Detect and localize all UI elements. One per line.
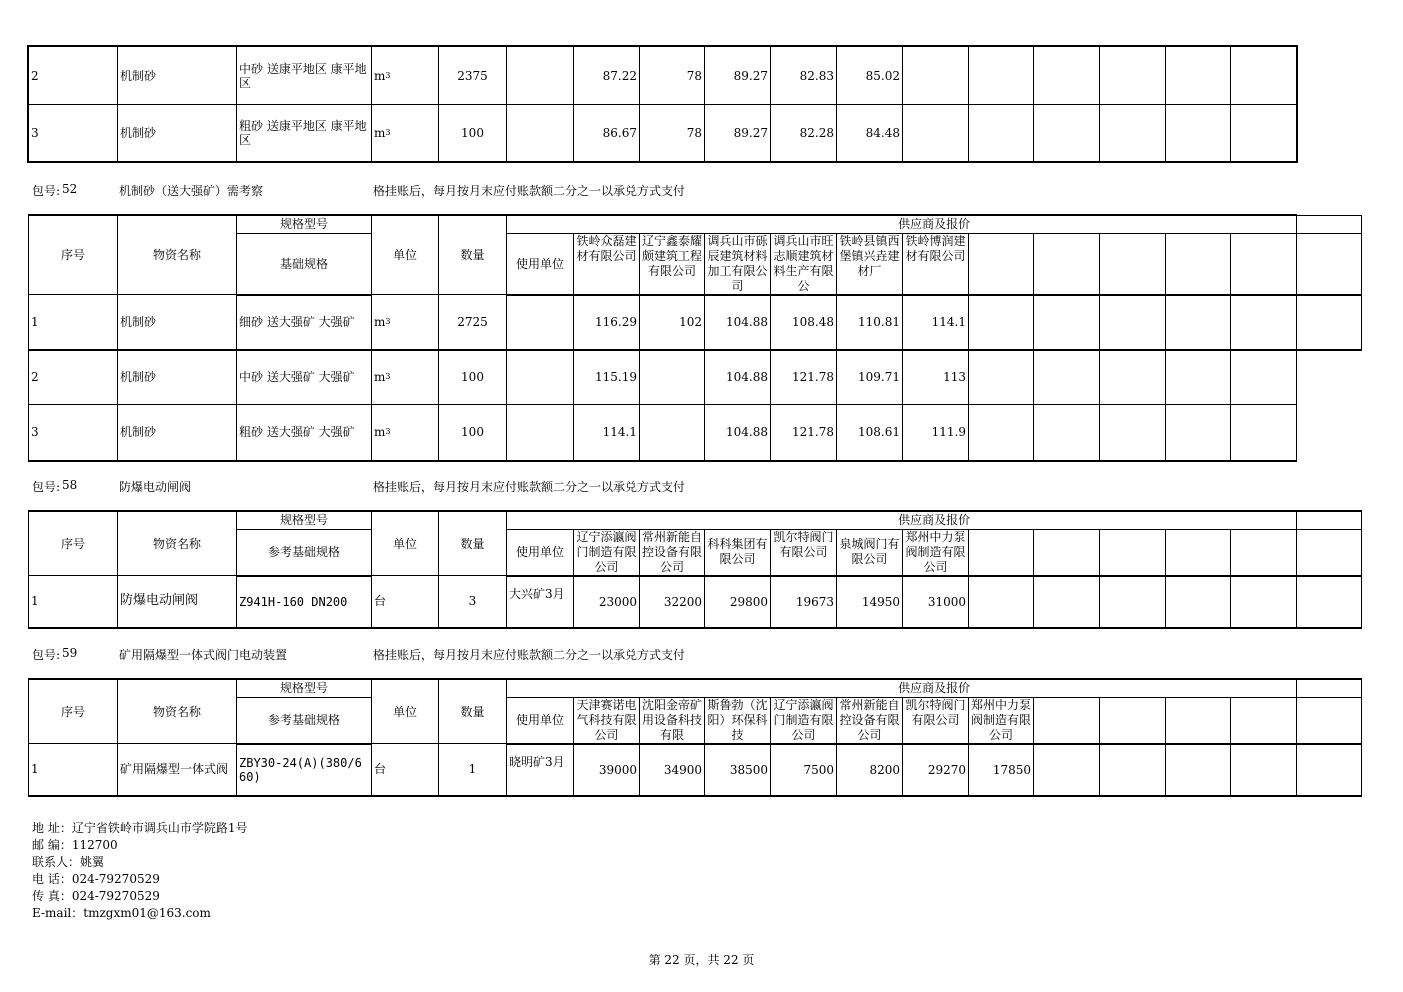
header-qty: 数量 bbox=[439, 511, 507, 576]
spec: 中砂 送大强矿 大强矿 bbox=[237, 350, 372, 405]
use-unit bbox=[507, 405, 574, 461]
header-extra bbox=[1297, 215, 1362, 233]
price-cell bbox=[1100, 47, 1166, 105]
use-unit: 晓明矿3月 bbox=[507, 744, 574, 796]
spec: 细砂 送大强矿 大强矿 bbox=[237, 295, 372, 350]
header-use: 使用单位 bbox=[507, 529, 574, 576]
price-cell: 78 bbox=[640, 105, 705, 162]
table-row bbox=[29, 105, 1297, 162]
payment-terms: 格挂账后，每月按月末应付账款额二分之一以承兑方式支付 bbox=[373, 480, 686, 494]
supplier-name: 辽宁添瀛阀门制造有限公司 bbox=[574, 529, 640, 576]
price-cell bbox=[969, 105, 1034, 162]
price-cell: 31000 bbox=[903, 576, 969, 628]
price-cell: 39000 bbox=[574, 744, 640, 796]
header-suppliers: 供应商及报价 bbox=[507, 511, 1297, 529]
price-cell: 114.1 bbox=[903, 295, 969, 350]
row-no: 2 bbox=[29, 47, 118, 105]
supplier-name: 凯尔特阀门有限公司 bbox=[903, 697, 969, 744]
price-cell: 32200 bbox=[640, 576, 705, 628]
price-cell: 113 bbox=[903, 350, 969, 405]
header-qty: 数量 bbox=[439, 679, 507, 744]
material-name: 机制砂 bbox=[118, 350, 237, 405]
supplier-name: 沈阳金帝矿用设备科技有限 bbox=[640, 697, 705, 744]
header-qty: 数量 bbox=[439, 215, 507, 295]
package-label: 包号: bbox=[32, 480, 61, 494]
material-name: 机制砂 bbox=[118, 405, 237, 461]
package-number: 58 bbox=[62, 478, 78, 492]
table-package-59 bbox=[28, 678, 1362, 797]
header-extra bbox=[1297, 511, 1362, 529]
header-seq: 序号 bbox=[29, 215, 118, 295]
supplier-name: 常州新能自控设备有限公司 bbox=[837, 697, 903, 744]
price-cell: 104.88 bbox=[705, 350, 771, 405]
price-cell: 89.27 bbox=[705, 105, 771, 162]
row-no: 3 bbox=[29, 105, 118, 162]
price-cell: 86.67 bbox=[574, 105, 640, 162]
package-number: 59 bbox=[62, 646, 78, 660]
price-cell: 8200 bbox=[837, 744, 903, 796]
table-row bbox=[29, 350, 1362, 405]
spec: 中砂 送康平地区 康平地区 bbox=[237, 47, 372, 105]
quantity: 100 bbox=[439, 350, 507, 405]
header-ref-spec: 参考基础规格 bbox=[237, 529, 372, 576]
header-unit: 单位 bbox=[372, 215, 439, 295]
supplier-name: 铁岭众磊建材有限公司 bbox=[574, 233, 640, 295]
supplier-name: 郑州中力泵阀制造有限公司 bbox=[903, 529, 969, 576]
contact-phone: 电 话：024-79270529 bbox=[32, 872, 160, 886]
quantity: 100 bbox=[439, 105, 507, 162]
table-row bbox=[29, 295, 1362, 350]
row-no: 1 bbox=[29, 576, 118, 628]
supplier-name: 科科集团有限公司 bbox=[705, 529, 771, 576]
table-row bbox=[29, 744, 1362, 796]
price-cell: 108.48 bbox=[771, 295, 837, 350]
header-use: 使用单位 bbox=[507, 697, 574, 744]
price-cell bbox=[1100, 105, 1166, 162]
header-spec-group: 规格型号 bbox=[237, 511, 372, 529]
header-suppliers: 供应商及报价 bbox=[507, 679, 1297, 697]
price-cell: 34900 bbox=[640, 744, 705, 796]
supplier-name: 辽宁鑫泰耀颇建筑工程有限公司 bbox=[640, 233, 705, 295]
supplier-name: 调兵山市旺志顺建筑材料生产有限公 bbox=[771, 233, 837, 295]
price-cell bbox=[1034, 47, 1100, 105]
price-cell: 82.28 bbox=[771, 105, 837, 162]
header-spec-group: 规格型号 bbox=[237, 679, 372, 697]
quantity: 1 bbox=[439, 744, 507, 796]
supplier-name: 铁岭县镇西堡镇兴垚建材厂 bbox=[837, 233, 903, 295]
unit: $m^3$ bbox=[372, 105, 439, 162]
price-cell: 109.71 bbox=[837, 350, 903, 405]
price-cell: 110.81 bbox=[837, 295, 903, 350]
package-label: 包号: bbox=[32, 184, 61, 198]
row-no: 1 bbox=[29, 295, 118, 350]
price-cell bbox=[1231, 47, 1297, 105]
supplier-name: 天津赛诺电气科技有限公司 bbox=[574, 697, 640, 744]
price-cell: 108.61 bbox=[837, 405, 903, 461]
contact-info bbox=[32, 820, 247, 922]
price-cell: 19673 bbox=[771, 576, 837, 628]
header-seq: 序号 bbox=[29, 679, 118, 744]
price-cell bbox=[1166, 47, 1231, 105]
contact-address: 地 址：辽宁省铁岭市调兵山市学院路1号 bbox=[32, 821, 248, 835]
header-name: 物资名称 bbox=[118, 679, 237, 744]
spec: ZBY30-24(A)(380/660) bbox=[237, 744, 372, 796]
table-package-52 bbox=[28, 214, 1362, 462]
supplier-name: 泉城阀门有限公司 bbox=[837, 529, 903, 576]
material-name: 机制砂 bbox=[118, 47, 237, 105]
price-cell bbox=[1166, 105, 1231, 162]
unit: $m^3$ bbox=[372, 295, 439, 350]
supplier-name: 常州新能自控设备有限公司 bbox=[640, 529, 705, 576]
price-cell: 116.29 bbox=[574, 295, 640, 350]
table-row bbox=[29, 576, 1362, 628]
price-cell: 85.02 bbox=[837, 47, 903, 105]
spec: 粗砂 送康平地区 康平地区 bbox=[237, 105, 372, 162]
price-cell: 89.27 bbox=[705, 47, 771, 105]
supplier-name: 斯鲁勃（沈阳）环保科技 bbox=[705, 697, 771, 744]
material-name: 矿用隔爆型一体式阀 bbox=[118, 744, 237, 796]
price-cell: 114.1 bbox=[574, 405, 640, 461]
use-unit: 大兴矿3月 bbox=[507, 576, 574, 628]
price-cell bbox=[640, 405, 705, 461]
price-cell: 14950 bbox=[837, 576, 903, 628]
header-use: 使用单位 bbox=[507, 233, 574, 295]
contact-fax: 传 真：024-79270529 bbox=[32, 889, 160, 903]
price-cell bbox=[1231, 105, 1297, 162]
use-unit bbox=[507, 350, 574, 405]
contact-postcode: 邮 编：112700 bbox=[32, 838, 118, 852]
supplier-name: 郑州中力泵阀制造有限公司 bbox=[969, 697, 1034, 744]
page-number: 第 22 页，共 22 页 bbox=[648, 953, 755, 967]
use-unit bbox=[507, 105, 574, 162]
table-row bbox=[29, 405, 1362, 461]
price-cell: 104.88 bbox=[705, 295, 771, 350]
contact-person: 联系人：姚翼 bbox=[32, 855, 105, 869]
price-cell: 23000 bbox=[574, 576, 640, 628]
top-table bbox=[28, 46, 1297, 162]
supplier-name: 铁岭博润建材有限公司 bbox=[903, 233, 969, 295]
price-cell bbox=[969, 47, 1034, 105]
unit: 台 bbox=[372, 576, 439, 628]
unit: $m^3$ bbox=[372, 47, 439, 105]
price-cell: 29270 bbox=[903, 744, 969, 796]
material-name: 机制砂 bbox=[118, 295, 237, 350]
price-cell bbox=[903, 47, 969, 105]
price-cell: 111.9 bbox=[903, 405, 969, 461]
price-cell: 84.48 bbox=[837, 105, 903, 162]
use-unit bbox=[507, 47, 574, 105]
header-unit: 单位 bbox=[372, 511, 439, 576]
package-title: 防爆电动闸阀 bbox=[119, 480, 192, 494]
row-no: 2 bbox=[29, 350, 118, 405]
supplier-name: 凯尔特阀门有限公司 bbox=[771, 529, 837, 576]
supplier-name: 调兵山市砾辰建筑材料加工有限公司 bbox=[705, 233, 771, 295]
unit: 台 bbox=[372, 744, 439, 796]
price-cell: 102 bbox=[640, 295, 705, 350]
quantity: 2725 bbox=[439, 295, 507, 350]
price-cell bbox=[1034, 105, 1100, 162]
header-seq: 序号 bbox=[29, 511, 118, 576]
package-title: 机制砂（送大强矿）需考察 bbox=[119, 184, 264, 198]
package-number: 52 bbox=[62, 182, 78, 196]
payment-terms: 格挂账后，每月按月末应付账款额二分之一以承兑方式支付 bbox=[373, 648, 686, 662]
unit: $m^3$ bbox=[372, 405, 439, 461]
quantity: 3 bbox=[439, 576, 507, 628]
material-name: 机制砂 bbox=[118, 105, 237, 162]
spec: 粗砂 送大强矿 大强矿 bbox=[237, 405, 372, 461]
header-suppliers: 供应商及报价 bbox=[507, 215, 1297, 233]
unit: $m^3$ bbox=[372, 350, 439, 405]
price-cell: 121.78 bbox=[771, 350, 837, 405]
price-cell: 38500 bbox=[705, 744, 771, 796]
package-title: 矿用隔爆型一体式阀门电动装置 bbox=[119, 648, 288, 662]
price-cell: 17850 bbox=[969, 744, 1034, 796]
price-cell: 78 bbox=[640, 47, 705, 105]
price-cell: 87.22 bbox=[574, 47, 640, 105]
header-spec-group: 规格型号 bbox=[237, 215, 372, 233]
header-name: 物资名称 bbox=[118, 215, 237, 295]
table-row bbox=[29, 47, 1297, 105]
header-basic-spec: 基础规格 bbox=[237, 233, 372, 295]
quantity: 2375 bbox=[439, 47, 507, 105]
price-cell: 121.78 bbox=[771, 405, 837, 461]
row-no: 3 bbox=[29, 405, 118, 461]
header-unit: 单位 bbox=[372, 679, 439, 744]
price-cell: 104.88 bbox=[705, 405, 771, 461]
price-cell bbox=[903, 105, 969, 162]
spec: Z941H-160 DN200 bbox=[237, 576, 372, 628]
header-ref-spec: 参考基础规格 bbox=[237, 697, 372, 744]
header-extra bbox=[1297, 679, 1362, 697]
contact-email: E-mail：tmzgxm01@163.com bbox=[32, 906, 211, 920]
use-unit bbox=[507, 295, 574, 350]
price-cell bbox=[640, 350, 705, 405]
payment-terms: 格挂账后，每月按月末应付账款额二分之一以承兑方式支付 bbox=[373, 184, 686, 198]
price-cell: 7500 bbox=[771, 744, 837, 796]
header-name: 物资名称 bbox=[118, 511, 237, 576]
price-cell: 82.83 bbox=[771, 47, 837, 105]
row-no: 1 bbox=[29, 744, 118, 796]
material-name: 防爆电动闸阀 bbox=[118, 576, 237, 628]
supplier-name: 辽宁添瀛阀门制造有限公司 bbox=[771, 697, 837, 744]
package-label: 包号: bbox=[32, 648, 61, 662]
table-package-58 bbox=[28, 510, 1362, 629]
price-cell: 29800 bbox=[705, 576, 771, 628]
price-cell: 115.19 bbox=[574, 350, 640, 405]
quantity: 100 bbox=[439, 405, 507, 461]
